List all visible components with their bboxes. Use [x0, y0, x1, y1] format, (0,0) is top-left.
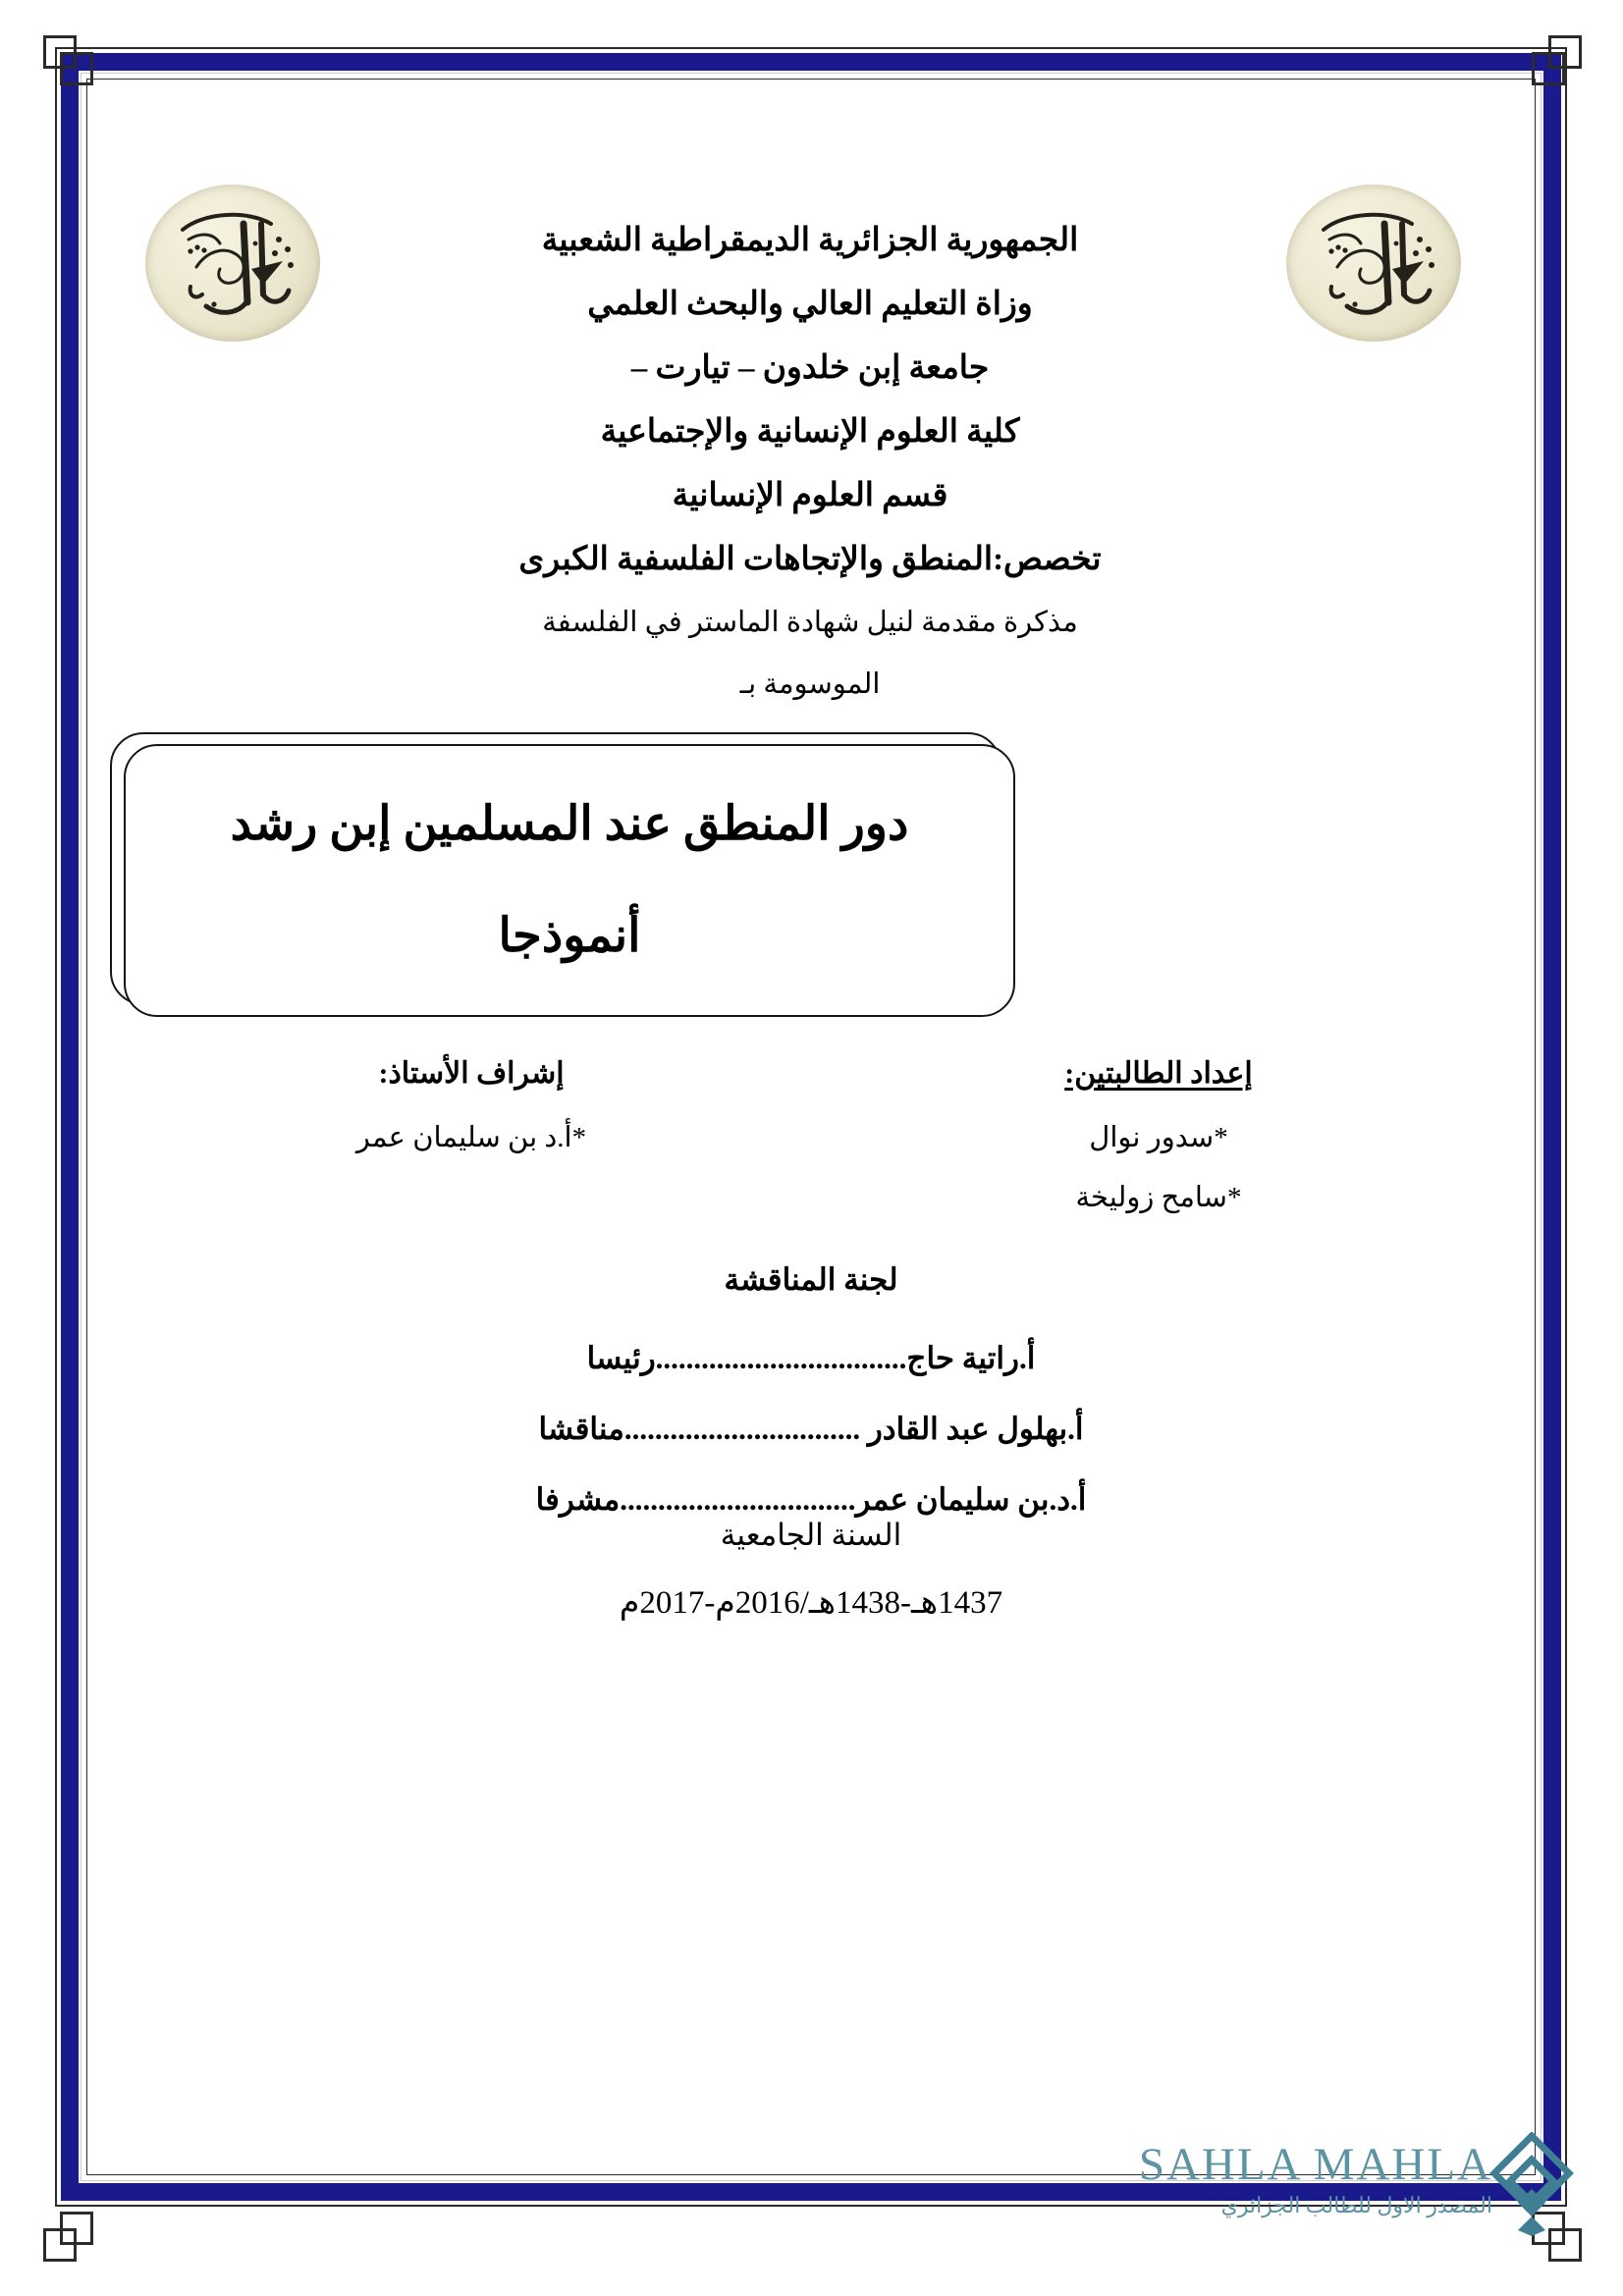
corner-ornament-bottom-left — [43, 2216, 88, 2262]
watermark-tagline: المصدر الاول للطالب الجزائري — [1220, 2193, 1492, 2217]
watermark — [1100, 2138, 1571, 2256]
academic-year-label: السنة الجامعية — [720, 1518, 902, 1552]
student-name: *سدور نوال — [1089, 1122, 1228, 1153]
student-name: *سامح زوليخة — [1075, 1182, 1242, 1213]
students-column — [884, 1056, 1434, 1240]
corner-ornament-top-right — [1537, 35, 1582, 80]
degree-statement: مذكرة مقدمة لنيل شهادة الماستر في الفلسفة — [542, 607, 1078, 638]
thesis-title-line-1: دور المنطق عند المسلمين إبن رشد — [230, 798, 909, 850]
titled-as-label: الموسومة بـ — [739, 668, 881, 700]
header-line-university: جامعة إبن خلدون – تيارت – — [630, 350, 990, 386]
cover-content — [98, 94, 1524, 2160]
academic-year-value: 1437هـ-1438هـ/2016م-2017م — [619, 1585, 1003, 1621]
authors-and-supervisor — [98, 1056, 1524, 1243]
thesis-title-line-2: أنموذجا — [498, 910, 641, 962]
jury-heading: لجنة المناقشة — [724, 1262, 898, 1297]
thesis-title-box-front — [124, 744, 1015, 1017]
jury-section — [98, 1262, 1524, 1553]
jury-member-row: أ.راتية حاج.................................رئيسا — [586, 1341, 1036, 1375]
header-line-republic: الجمهورية الجزائرية الديمقراطية الشعبية — [541, 223, 1079, 258]
watermark-diamond-icon — [1485, 2132, 1579, 2238]
header-line-ministry: وزاة التعليم العالي والبحث العلمي — [587, 287, 1033, 322]
supervisor-name: *أ.د بن سليمان عمر — [355, 1122, 587, 1153]
watermark-brand: SAHLA MAHLA — [1138, 2139, 1492, 2190]
thesis-title-box — [110, 732, 1023, 1017]
students-heading: إعداد الطالبتين: — [1064, 1057, 1253, 1090]
header-line-department: قسم العلوم الإنسانية — [672, 478, 948, 513]
jury-member-row: أ.د.بن سليمان عمر...............................مشرفا — [535, 1482, 1087, 1517]
jury-member-row: أ.بهلول عبد القادر ...............................مناقشا — [538, 1412, 1084, 1446]
supervisor-heading: إشراف الأستاذ: — [378, 1057, 565, 1090]
university-emblem-icon-left — [145, 185, 320, 342]
header-line-specialty: تخصص:المنطق والإتجاهات الفلسفية الكبرى — [518, 542, 1102, 577]
academic-year-section — [98, 1518, 1524, 1622]
corner-ornament-top-left — [43, 35, 88, 80]
supervisor-column — [196, 1056, 746, 1180]
header-line-faculty: كلية العلوم الإنسانية والإجتماعية — [600, 414, 1020, 450]
university-emblem-icon-right — [1286, 185, 1461, 342]
